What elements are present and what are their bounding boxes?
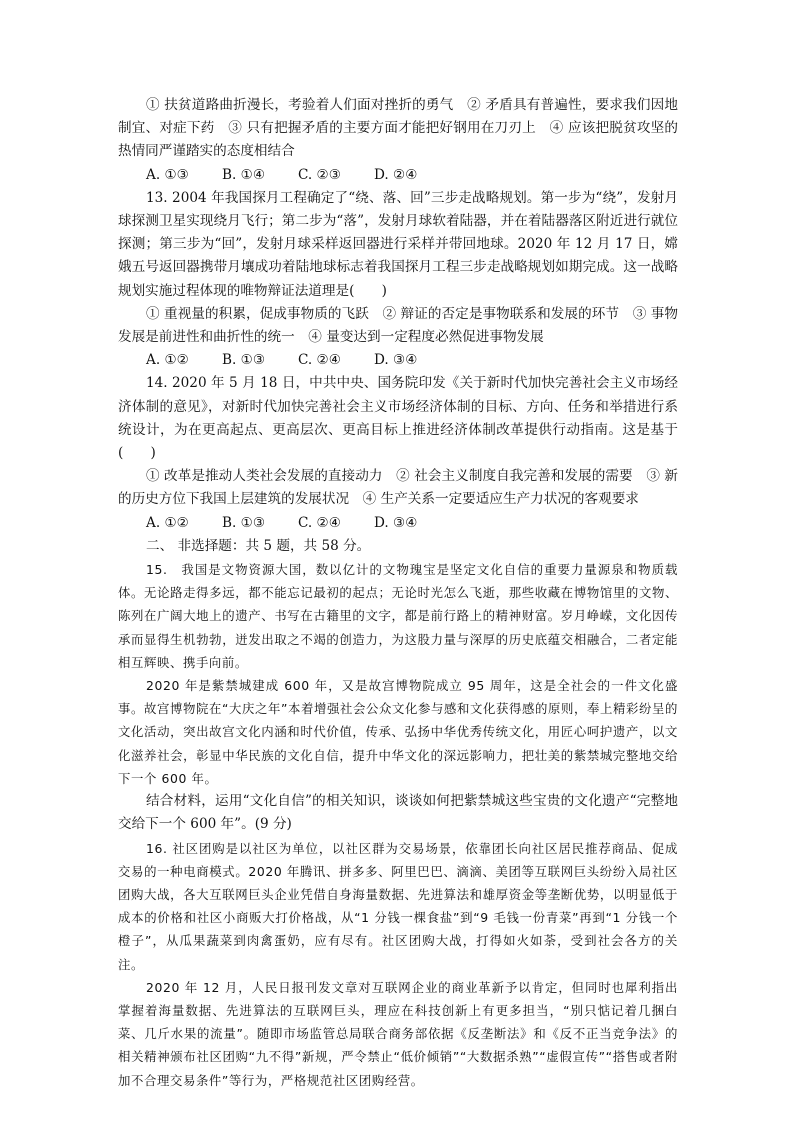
q14-option-c: C. ②④ xyxy=(298,514,341,531)
q12-statements: ① 扶贫道路曲折漫长，考验着人们面对挫折的勇气 ② 矛盾具有普遍性，要求我们因地制宜、对症下药 ③ 只有把握矛盾的主要方面才能把好钢用在刀刃上 ④ 应该把脱贫攻坚的热情同严谨踏实的态度相结合 xyxy=(118,97,678,160)
q14-options xyxy=(118,512,678,535)
exam-page xyxy=(118,94,678,1092)
q12-options xyxy=(118,164,678,187)
q13-option-c: C. ②④ xyxy=(298,352,341,369)
q12-option-c: C. ②③ xyxy=(298,166,341,183)
q14-option-d: D. ③④ xyxy=(374,514,418,531)
q12-option-d: D. ②④ xyxy=(374,166,418,183)
q13-stem: 13. 2004 年我国探月工程确定了“绕、落、回”三步走战略规划。第一步为“绕”，发射月球探测卫星实现绕月飞行；第二步为“落”，发射月球软着陆器，并在着陆器落区附近进行就位探测；第三步为“回”，发射月球采样返回器进行采样并带回地球。2020 年 12 月 17 日，嫦娥五号返回器携带月壤成功着陆地球标志着我国探月工程三步走战略规划如期完成。这一战略规划实施过程体现的唯物辩证法道理是( ) xyxy=(118,189,678,299)
q13-options xyxy=(118,349,678,372)
q14-statements: ① 改革是推动人类社会发展的直接动力 ② 社会主义制度自我完善和发展的需要 ③ 新的历史方位下我国上层建筑的发展状况 ④ 生产关系一定要适应生产力状况的客观要求 xyxy=(118,468,678,508)
q15-material-1: 15. 我国是文物资源大国，数以亿计的文物瑰宝是坚定文化自信的重要力量源泉和物质载体。无论路走得多远，都不能忘记最初的起点；无论时光怎么飞逝，那些收藏在博物馆里的文物、陈列在广阔大地上的遗产、书写在古籍里的文字，都是前行路上的精神财富。岁月峥嵘，文化因传承而显得生机勃勃，迸发出取之不竭的创造力，为这股力量与深厚的历史底蕴交相融合，二者定能相互辉映、携手向前。 xyxy=(118,562,678,670)
q13-option-d: D. ③④ xyxy=(374,352,418,369)
q15-material-2: 2020 年是紫禁城建成 600 年，又是故宫博物院成立 95 周年，这是全社会的一件文化盛事。故宫博物院在“大庆之年”本着增强社会公众文化参与感和文化获得感的原则，奉上精彩纷呈的文化活动，突出故宫文化内涵和时代价值，传承、弘扬中华优秀传统文化，用匠心呵护遗产，以文化滋养社会，彰显中华民族的文化自信，提升中华文化的深远影响力，把壮美的紫禁城完整地交给下一个 600 年。 xyxy=(118,678,678,786)
q16-material-1: 16. 社区团购是以社区为单位，以社区群为交易场景，依靠团长向社区居民推荐商品、促成交易的一种电商模式。2020 年腾讯、拼多多、阿里巴巴、滴滴、美团等互联网巨头纷纷入局社区团购大战，各大互联网巨头企业凭借自身海量数据、先进算法和雄厚资金等垄断优势，以明显低于成本的价格和社区小商贩大打价格战，从“1 分钱一棵食盐”到“9 毛钱一份青菜”再到“1 分钱一个橙子”，从瓜果蔬菜到肉禽蛋奶，应有尽有。社区团购大战，打得如火如荼，受到社会各方的关注。 xyxy=(118,840,678,972)
q12-option-a: A. ①③ xyxy=(146,166,189,183)
q13-option-a: A. ①② xyxy=(146,352,189,369)
q13-statements: ① 重视量的积累，促成事物质的飞跃 ② 辩证的否定是事物联系和发展的环节 ③ 事物发展是前进性和曲折性的统一 ④ 量变达到一定程度必然促进事物发展 xyxy=(118,305,678,346)
q14-option-a: A. ①② xyxy=(146,514,189,531)
q12-option-b: B. ①④ xyxy=(222,166,266,183)
section-heading: 二、 非选择题：共 5 题，共 58 分。 xyxy=(146,537,371,554)
q13-option-b: B. ①③ xyxy=(222,352,266,369)
q16-material-2: 2020 年 12 月，人民日报刊发文章对互联网企业的商业革新予以肯定，但同时也犀利指出掌握着海量数据、先进算法的互联网巨头，理应在科技创新上有更多担当，“别只惦记着几捆白菜、几斤水果的流量”。随即市场监管总局联合商务部依据《反垄断法》和《反不正当竞争法》的相关精神颁布社区团购“九不得”新规，严令禁止“低价倾销”“大数据杀熟”“虚假宣传”“搭售或者附加不合理交易条件”等行为，严格规范社区团购经营。 xyxy=(118,979,678,1088)
q14-option-b: B. ①③ xyxy=(222,514,266,531)
q14-stem: 14. 2020 年 5 月 18 日，中共中央、国务院印发《关于新时代加快完善社会主义市场经济体制的意见》，对新时代加快完善社会主义市场经济体制的目标、方向、任务和举措进行系统设计，为在更高起点、更高层次、更高目标上推进经济体制改革提供行动指南。这是基于( ) xyxy=(118,375,678,462)
q15-question: 结合材料，运用“文化自信”的相关知识，谈谈如何把紫禁城这些宝贵的文化遗产“完整地交给下一个 600 年”。(9 分) xyxy=(118,793,678,833)
